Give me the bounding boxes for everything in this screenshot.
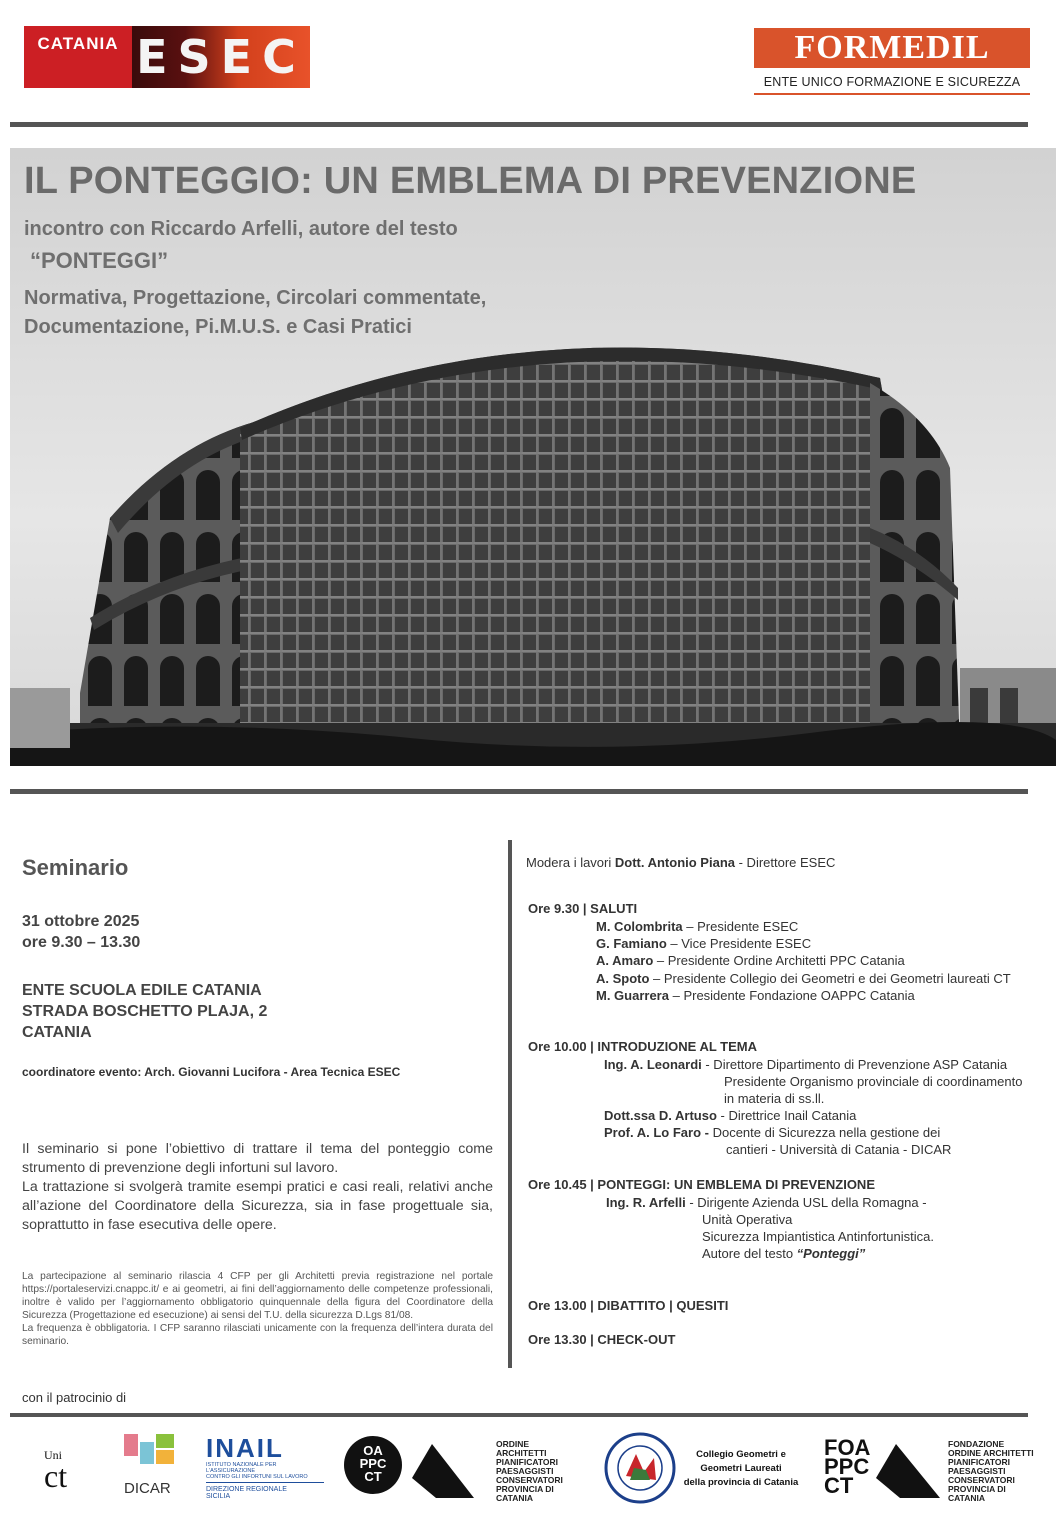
top-divider	[10, 122, 1028, 127]
hero-book-title: “PONTEGGI”	[30, 248, 169, 273]
cfp-note-2: La frequenza è obbligatoria. I CFP saranno rilasciati unicamente con la frequenza dell’intera durata del seminario.	[22, 1323, 493, 1347]
speaker-row: M. Guarrera – Presidente Fondazione OAPPC Catania	[596, 987, 915, 1003]
session-intro-heading: Ore 10.00 | INTRODUZIONE AL TEMA	[528, 1039, 758, 1054]
cfp-note-1: La partecipazione al seminario rilascia 4 CFP per gli Architetti previa registrazione nel portale https://portaleservizi.cnappc.it/ e ai geometri, ai fini dell’aggiornamento delle competenze professionali, inoltre è valido per l’aggiornamento obbligatorio quinquennale della figura del Coordinatore della Sicurezza (Progettazione ed esecuzione) ai sensi del T.U. della sicurezza D.Lgs 81/08.	[22, 1271, 493, 1321]
speaker-row: Ing. A. Leonardi - Direttore Dipartimento di Prevenzione ASP Catania	[604, 1057, 1008, 1072]
venue-line-2: STRADA BOSCHETTO PLAJA, 2	[22, 1003, 268, 1020]
column-divider	[508, 840, 512, 1368]
moderator-name: Dott. Antonio Piana	[614, 855, 735, 870]
description-paragraph-1: Il seminario si pone l’obiettivo di trattare il tema del ponteggio come strumento di prevenzione degli infortuni sul lavoro.	[22, 1141, 493, 1176]
session-saluti-heading: Ore 9.30 | SALUTI	[528, 901, 638, 916]
speaker-role-line: Autore del testo “Ponteggi”	[702, 1246, 866, 1261]
session-ponteggi-heading: Ore 10.45 | PONTEGGI: UN EMBLEMA DI PREVENZIONE	[528, 1177, 875, 1192]
ordine-architetti-text: ORDINE ARCHITETTI PIANIFICATORI PAESAGGISTI CONSERVATORI PROVINCIA DI CATANIA	[496, 1439, 563, 1503]
moderator-line: Modera i lavori Dott. Antonio Piana - Direttore ESEC	[526, 855, 836, 870]
unict-logo: Uni ct	[44, 1448, 68, 1494]
speaker-row: Dott.ssa D. Artuso - Direttrice Inail Catania	[604, 1108, 857, 1123]
foappc-logo: FOA PPC CT	[824, 1435, 871, 1498]
bottom-divider	[10, 1413, 1028, 1417]
fondazione-text: FONDAZIONE ORDINE ARCHITETTI PIANIFICATORI PAESAGGISTI CONSERVATORI PROVINCIA DI CATANIA	[948, 1439, 1034, 1503]
esec-logo	[24, 26, 310, 88]
speaker-row: A. Spoto – Presidente Collegio dei Geometri e dei Geometri laureati CT	[596, 970, 1011, 986]
event-coordinator: coordinatore evento: Arch. Giovanni Lucifora - Area Tecnica ESEC	[22, 1065, 401, 1079]
dicar-logo: DICAR	[122, 1434, 178, 1502]
triangle-icon	[872, 1438, 944, 1500]
speaker-role-line: in materia di ss.ll.	[724, 1091, 825, 1106]
venue-line-1: ENTE SCUOLA EDILE CATANIA	[22, 982, 262, 999]
patronage-label: con il patrocinio di	[22, 1390, 127, 1405]
description-paragraph-2: La trattazione si svolgerà tramite esempi pratici e casi reali, relativi anche all’azione del Coordinatore della Sicurezza, sia in fase progettuale sia, soprattutto in fase esecutiva delle opere.	[22, 1179, 493, 1233]
event-time: ore 9.30 – 13.30	[22, 934, 141, 951]
esec-logo-name: ESEC	[136, 30, 306, 84]
speaker-row: Prof. A. Lo Faro - Docente di Sicurezza nella gestione dei	[604, 1125, 941, 1140]
speaker-role-line: Presidente Organismo provinciale di coordinamento	[724, 1074, 1023, 1089]
speaker-row: G. Famiano – Vice Presidente ESEC	[596, 936, 812, 952]
speaker-role-line: Unità Operativa	[702, 1212, 793, 1227]
hero-subtitle-4: Documentazione, Pi.M.U.S. e Casi Pratici	[24, 316, 412, 338]
hero-subtitle-3: Normativa, Progettazione, Circolari commentate,	[24, 287, 487, 309]
event-date: 31 ottobre 2025	[22, 913, 140, 930]
collegio-geometri-seal-icon	[604, 1432, 676, 1504]
formedil-tagline: ENTE UNICO FORMAZIONE E SICUREZZA	[754, 68, 1030, 95]
speaker-row: M. Colombrita – Presidente ESEC	[596, 919, 799, 934]
cfp-notes	[22, 1270, 493, 1348]
formedil-name: FORMEDIL	[754, 28, 1030, 68]
formedil-logo	[754, 28, 1030, 96]
hero-subtitle-1: incontro con Riccardo Arfelli, autore del testo	[24, 218, 458, 240]
speaker-role-line: cantieri - Università di Catania - DICAR	[726, 1142, 952, 1157]
collegio-geometri-text: Collegio Geometri e Geometri Laureati della provincia di Catania	[683, 1449, 799, 1488]
event-type: Seminario	[22, 855, 129, 880]
esec-logo-city: CATANIA	[24, 26, 132, 88]
speaker-row: A. Amaro – Presidente Ordine Architetti PPC Catania	[596, 953, 905, 969]
session-dibattito-heading: Ore 13.00 | DIBATTITO | QUESITI	[528, 1298, 729, 1313]
inail-logo: INAIL ISTITUTO NAZIONALE PER L'ASSICURAZIONE CONTRO GLI INFORTUNI SUL LAVORO DIREZIONE REGIONALE SICILIA	[206, 1434, 324, 1500]
session-saluti-list	[596, 918, 1011, 1004]
speaker-role-line: Sicurezza Impiantistica Antinfortunistica.	[702, 1229, 934, 1244]
page-title: IL PONTEGGIO: UN EMBLEMA DI PREVENZIONE	[24, 160, 917, 202]
oappc-logo: OA PPC CT	[344, 1436, 402, 1494]
event-description	[22, 1140, 493, 1235]
session-checkout-heading: Ore 13.30 | CHECK-OUT	[528, 1332, 676, 1347]
venue-line-3: CATANIA	[22, 1024, 92, 1041]
triangle-icon	[408, 1438, 478, 1500]
speaker-row: Ing. R. Arfelli - Dirigente Azienda USL della Romagna -	[606, 1195, 927, 1210]
middle-divider	[10, 789, 1028, 794]
